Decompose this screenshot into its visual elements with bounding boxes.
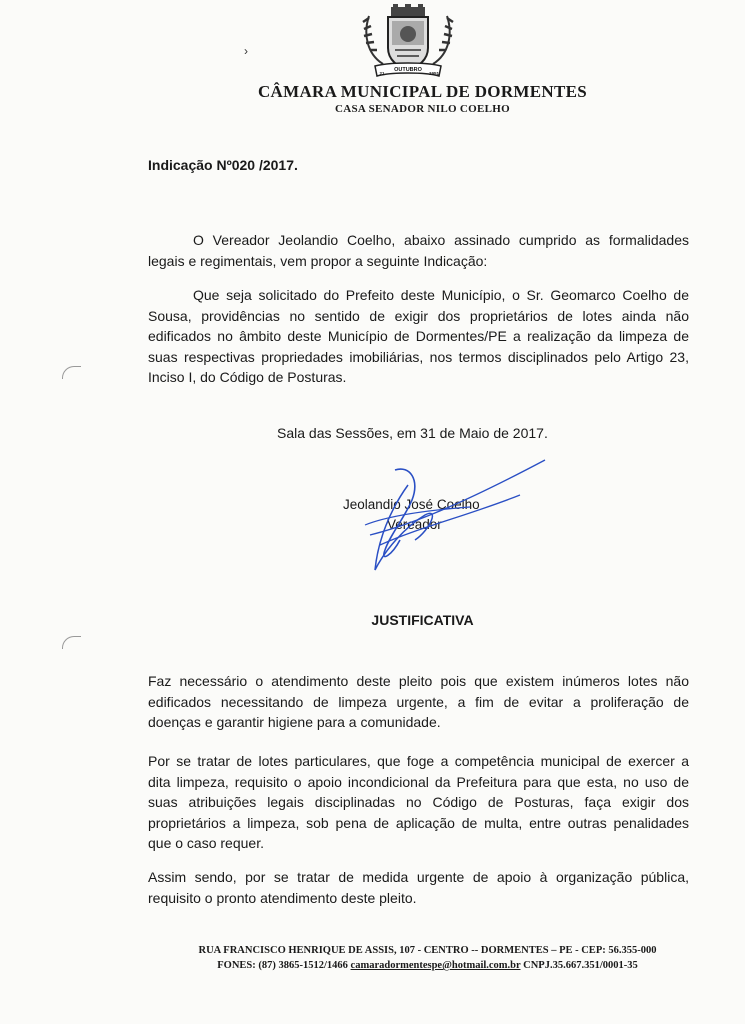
justification-paragraph-3 bbox=[148, 867, 689, 908]
text-line: proprietários a limpeza, sob pena de aplicação de multa, entre outras penalidades bbox=[148, 814, 689, 831]
text-line: Faz necessário o atendimento deste pleito pois que existem inúmeros lotes não bbox=[148, 673, 689, 689]
text-line: Que seja solicitado do Prefeito deste Município, o Sr. Geomarco Coelho de bbox=[193, 287, 689, 303]
footer-contacts bbox=[0, 960, 745, 971]
text-line: edificados no âmbito deste Município de Dormentes/PE a realização da limpeza de bbox=[148, 328, 689, 344]
footer-email-link[interactable]: camaradormentespe@hotmail.com.br bbox=[350, 960, 521, 971]
justification-paragraph-1 bbox=[148, 671, 689, 733]
signer-name: Jeolandio José Coelho bbox=[343, 497, 480, 512]
intro-paragraph bbox=[148, 230, 689, 271]
text-line: suas atribuições legais disciplinadas no Código de Posturas, faça exigir dos bbox=[148, 794, 689, 810]
footer-address: RUA FRANCISCO HENRIQUE DE ASSIS, 107 - CENTRO -- DORMENTES – PE - CEP: 56.355-000 bbox=[198, 945, 657, 956]
seal-day: 21 bbox=[379, 71, 385, 76]
text-line: O Vereador Jeolandio Coelho, abaixo assinado cumprido as formalidades bbox=[193, 232, 689, 248]
document-reference: Indicação Nº020 /2017. bbox=[148, 157, 298, 173]
text-line: Inciso I, do Código de Posturas. bbox=[148, 369, 347, 385]
justification-paragraph-2 bbox=[148, 751, 689, 854]
org-name: CÂMARA MUNICIPAL DE DORMENTES bbox=[257, 82, 588, 101]
text-line: edificados necessitando de limpeza urgente, a fim de evitar a proliferação de bbox=[148, 693, 689, 710]
org-subtitle: CASA SENADOR NILO COELHO bbox=[335, 103, 510, 115]
signer-role: Vereador bbox=[387, 517, 442, 532]
punch-hole-mark bbox=[62, 636, 81, 649]
text-line: dita limpeza, requisito o apoio incondicional da Prefeitura para que esta, no uso de bbox=[148, 773, 689, 790]
footer-phones: FONES: (87) 3865-1512/1466 bbox=[217, 960, 348, 971]
text-line: doenças e garantir higiene para a comunidade. bbox=[148, 714, 441, 730]
text-line: legais e regimentais, vem propor a seguinte Indicação: bbox=[148, 252, 488, 269]
text-line: Sousa, providências no sentido de exigir dos proprietários de lotes ainda não bbox=[148, 307, 689, 324]
text-line: suas respectivas propriedades imobiliárias, nos termos disciplinados pelo Artigo 23, bbox=[148, 348, 689, 365]
text-line: Assim sendo, por se tratar de medida urgente de apoio à organização pública, bbox=[148, 869, 689, 885]
text-line: Por se tratar de lotes particulares, que foge a competência municipal de exercer a bbox=[148, 753, 689, 769]
footer-cnpj: CNPJ.35.667.351/0001-35 bbox=[523, 960, 638, 971]
seal-month: OUTUBRO bbox=[394, 67, 422, 73]
date-line: Sala das Sessões, em 31 de Maio de 2017. bbox=[277, 425, 548, 441]
text-line: que o caso requer. bbox=[148, 835, 264, 851]
seal-year: 1951 bbox=[428, 71, 440, 76]
punch-hole-mark bbox=[62, 366, 81, 379]
text-line: requisito o pronto atendimento deste pleito. bbox=[148, 889, 417, 906]
justification-title: JUSTIFICATIVA bbox=[371, 612, 474, 628]
pen-mark: › bbox=[244, 44, 248, 58]
request-paragraph bbox=[148, 285, 689, 388]
handwritten-signature bbox=[350, 455, 550, 580]
municipal-crest-logo bbox=[355, 4, 461, 82]
